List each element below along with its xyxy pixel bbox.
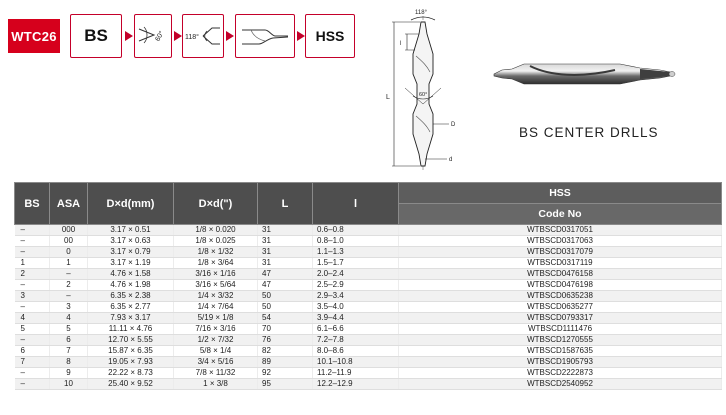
drawing-top-angle-label: 118° <box>415 10 427 16</box>
cell-asa: 10 <box>50 379 88 390</box>
material-text: HSS <box>315 28 345 44</box>
series-code-text: WTC26 <box>11 28 57 44</box>
cell-d-inch: 3/16 × 5/64 <box>174 280 258 291</box>
cell-asa: – <box>50 269 88 280</box>
cell-L: 70 <box>258 324 313 335</box>
table-row <box>15 357 722 368</box>
cell-asa: 7 <box>50 346 88 357</box>
cell-bs: – <box>15 379 50 390</box>
cell-d-mm: 7.93 × 3.17 <box>88 313 174 324</box>
header-code-no: Code No <box>399 204 722 225</box>
cell-code-no: WTBSCD1270555 <box>399 335 722 346</box>
header-d-mm: D×d(mm) <box>88 183 174 225</box>
center-drill-product-image <box>490 52 690 92</box>
drawing-d-label: d <box>449 157 453 163</box>
cell-d-mm: 3.17 × 1.19 <box>88 258 174 269</box>
cell-L: 47 <box>258 280 313 291</box>
cell-bs: – <box>15 280 50 291</box>
cell-d-inch: 5/19 × 1/8 <box>174 313 258 324</box>
cell-code-no: WTBSCD1111476 <box>399 324 722 335</box>
cell-d-mm: 15.87 × 6.35 <box>88 346 174 357</box>
spec-table <box>14 182 722 390</box>
cell-d-mm: 25.40 × 9.52 <box>88 379 174 390</box>
cell-d-inch: 1/8 × 1/32 <box>174 247 258 258</box>
center-drill-technical-drawing <box>383 4 473 174</box>
cell-asa: 9 <box>50 368 88 379</box>
cell-code-no: WTBSCD1587635 <box>399 346 722 357</box>
cell-asa: – <box>50 291 88 302</box>
cell-l: 6.1–6.6 <box>313 324 399 335</box>
cell-L: 95 <box>258 379 313 390</box>
table-row <box>15 335 722 346</box>
product-title: BS CENTER DRLLS <box>519 125 659 140</box>
cell-L: 50 <box>258 302 313 313</box>
cell-L: 50 <box>258 291 313 302</box>
material-badge <box>305 14 355 58</box>
cell-bs: – <box>15 335 50 346</box>
cell-l: 11.2–11.9 <box>313 368 399 379</box>
table-row <box>15 313 722 324</box>
cell-code-no: WTBSCD0317063 <box>399 236 722 247</box>
cell-L: 47 <box>258 269 313 280</box>
cell-bs: – <box>15 236 50 247</box>
table-row <box>15 280 722 291</box>
cell-l: 1.1–1.3 <box>313 247 399 258</box>
cell-code-no: WTBSCD1905793 <box>399 357 722 368</box>
cell-L: 82 <box>258 346 313 357</box>
flute-shape-badge <box>235 14 295 58</box>
cell-l: 7.2–7.8 <box>313 335 399 346</box>
cell-d-mm: 19.05 × 7.93 <box>88 357 174 368</box>
cell-code-no: WTBSCD0635238 <box>399 291 722 302</box>
drawing-angle-label: 60° <box>419 92 428 98</box>
cell-bs: – <box>15 368 50 379</box>
header-L: L <box>258 183 313 225</box>
cell-asa: 2 <box>50 280 88 291</box>
flute-shape-icon <box>239 17 291 55</box>
spec-table-body <box>15 225 722 390</box>
cell-bs: 2 <box>15 269 50 280</box>
cell-bs: 4 <box>15 313 50 324</box>
table-row <box>15 368 722 379</box>
drawing-L-label: L <box>386 94 390 101</box>
cell-d-inch: 3/16 × 1/16 <box>174 269 258 280</box>
cell-asa: 00 <box>50 236 88 247</box>
point-angle-label: 118° <box>185 34 199 41</box>
cell-asa: 5 <box>50 324 88 335</box>
cell-L: 54 <box>258 313 313 324</box>
table-row <box>15 302 722 313</box>
cell-bs: 3 <box>15 291 50 302</box>
cell-bs: 6 <box>15 346 50 357</box>
cell-asa: 1 <box>50 258 88 269</box>
cell-d-inch: 1/8 × 0.025 <box>174 236 258 247</box>
cell-bs: 5 <box>15 324 50 335</box>
cell-d-mm: 3.17 × 0.63 <box>88 236 174 247</box>
table-row <box>15 269 722 280</box>
cell-bs: – <box>15 247 50 258</box>
table-row <box>15 236 722 247</box>
table-row <box>15 247 722 258</box>
cell-l: 2.0–2.4 <box>313 269 399 280</box>
cell-d-inch: 1 × 3/8 <box>174 379 258 390</box>
angle-60-icon <box>136 17 170 55</box>
cell-code-no: WTBSCD0635277 <box>399 302 722 313</box>
standard-text: BS <box>84 26 108 45</box>
cell-code-no: WTBSCD0476158 <box>399 269 722 280</box>
drawing-l-label: l <box>400 41 402 47</box>
cell-bs: – <box>15 225 50 236</box>
cell-l: 8.0–8.6 <box>313 346 399 357</box>
table-row <box>15 379 722 390</box>
cell-d-inch: 1/4 × 3/32 <box>174 291 258 302</box>
header-d-inch: D×d(") <box>174 183 258 225</box>
cell-d-inch: 5/8 × 1/4 <box>174 346 258 357</box>
cell-d-mm: 6.35 × 2.38 <box>88 291 174 302</box>
cell-code-no: WTBSCD0317051 <box>399 225 722 236</box>
table-row <box>15 258 722 269</box>
header-asa: ASA <box>50 183 88 225</box>
cell-bs: – <box>15 302 50 313</box>
cell-d-inch: 7/16 × 3/16 <box>174 324 258 335</box>
point-angle-icon <box>184 17 222 55</box>
point-angle-badge <box>182 14 224 58</box>
cell-asa: 000 <box>50 225 88 236</box>
cell-d-inch: 1/2 × 7/32 <box>174 335 258 346</box>
cell-L: 31 <box>258 258 313 269</box>
angle-60-label: 60° <box>154 30 166 43</box>
header-l: l <box>313 183 399 225</box>
cell-d-mm: 6.35 × 2.77 <box>88 302 174 313</box>
cell-asa: 0 <box>50 247 88 258</box>
cell-l: 2.9–3.4 <box>313 291 399 302</box>
cell-L: 31 <box>258 225 313 236</box>
cell-code-no: WTBSCD0793317 <box>399 313 722 324</box>
cell-L: 31 <box>258 236 313 247</box>
cell-code-no: WTBSCD0476198 <box>399 280 722 291</box>
cell-d-inch: 1/4 × 7/64 <box>174 302 258 313</box>
table-row <box>15 346 722 357</box>
cell-asa: 3 <box>50 302 88 313</box>
angle-60-badge <box>134 14 172 58</box>
cell-l: 0.8–1.0 <box>313 236 399 247</box>
cell-l: 3.5–4.0 <box>313 302 399 313</box>
header-bs: BS <box>15 183 50 225</box>
cell-d-mm: 4.76 × 1.98 <box>88 280 174 291</box>
cell-d-mm: 4.76 × 1.58 <box>88 269 174 280</box>
header-hss: HSS <box>399 183 722 204</box>
cell-d-mm: 11.11 × 4.76 <box>88 324 174 335</box>
cell-asa: 6 <box>50 335 88 346</box>
cell-code-no: WTBSCD2222873 <box>399 368 722 379</box>
series-code-badge <box>8 19 60 53</box>
cell-code-no: WTBSCD0317119 <box>399 258 722 269</box>
cell-l: 12.2–12.9 <box>313 379 399 390</box>
cell-l: 0.6–0.8 <box>313 225 399 236</box>
cell-l: 10.1–10.8 <box>313 357 399 368</box>
cell-asa: 8 <box>50 357 88 368</box>
table-row <box>15 291 722 302</box>
cell-d-inch: 7/8 × 11/32 <box>174 368 258 379</box>
cell-d-mm: 3.17 × 0.51 <box>88 225 174 236</box>
cell-l: 2.5–2.9 <box>313 280 399 291</box>
cell-asa: 4 <box>50 313 88 324</box>
cell-L: 76 <box>258 335 313 346</box>
table-row <box>15 225 722 236</box>
cell-bs: 1 <box>15 258 50 269</box>
drawing-D-label: D <box>451 122 456 128</box>
cell-d-mm: 3.17 × 0.79 <box>88 247 174 258</box>
cell-d-mm: 22.22 × 8.73 <box>88 368 174 379</box>
cell-L: 92 <box>258 368 313 379</box>
cell-d-inch: 1/8 × 3/64 <box>174 258 258 269</box>
cell-bs: 7 <box>15 357 50 368</box>
cell-d-inch: 3/4 × 5/16 <box>174 357 258 368</box>
cell-code-no: WTBSCD2540952 <box>399 379 722 390</box>
cell-d-mm: 12.70 × 5.55 <box>88 335 174 346</box>
cell-l: 3.9–4.4 <box>313 313 399 324</box>
cell-code-no: WTBSCD0317079 <box>399 247 722 258</box>
cell-d-inch: 1/8 × 0.020 <box>174 225 258 236</box>
standard-badge <box>70 14 122 58</box>
table-row <box>15 324 722 335</box>
cell-L: 89 <box>258 357 313 368</box>
cell-L: 31 <box>258 247 313 258</box>
cell-l: 1.5–1.7 <box>313 258 399 269</box>
